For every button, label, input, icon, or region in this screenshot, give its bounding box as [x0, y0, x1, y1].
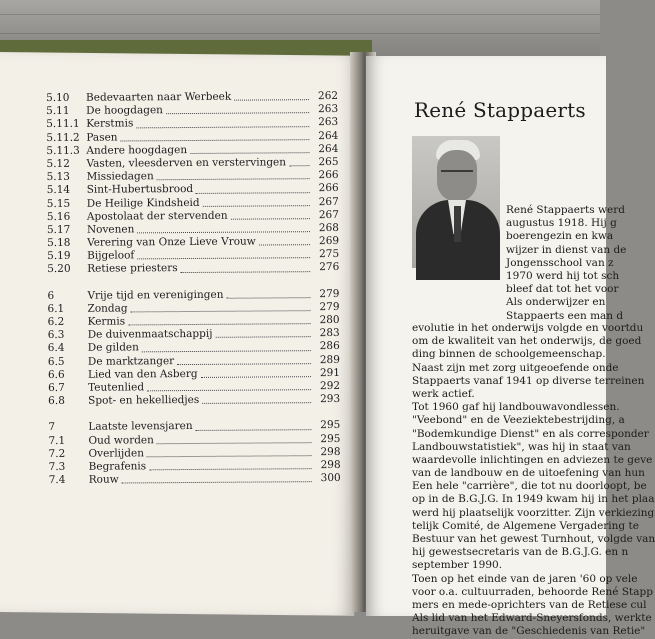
toc-entry-title: Vasten, vleesderven en verstervingen — [86, 156, 287, 170]
toc-dot-leader — [181, 270, 311, 273]
toc-entry-page: 269 — [318, 235, 340, 248]
toc-dot-leader — [136, 125, 309, 128]
bio-text-line: telijk Comité, de Algemene Vergadering te — [412, 519, 639, 532]
toc-entry-page: 266 — [318, 182, 339, 195]
toc-entry-number: 6.1 — [47, 302, 65, 315]
toc-entry-page: 264 — [318, 129, 339, 142]
toc-entry-title: Bedevaarten naar Werbeek — [85, 90, 232, 104]
toc-entry-page: 276 — [319, 261, 340, 274]
right-page — [366, 56, 655, 638]
toc-entry-page: 266 — [318, 169, 339, 182]
bio-text-line: "Bodemkundige Dienst" en als corresponder — [412, 427, 649, 440]
toc-entry-title: Laatste levensjaren — [88, 420, 193, 434]
toc-dot-leader — [149, 467, 311, 470]
toc-dot-leader — [177, 362, 311, 365]
toc-entry-page: 291 — [319, 366, 341, 379]
toc-entry-page: 267 — [318, 195, 339, 208]
toc-entry-title: De hoogdagen — [86, 104, 163, 117]
bio-text-line: op in de B.G.J.G. In 1949 kwam hij in het plaa — [412, 493, 655, 506]
bio-text-line: 1970 werd hij tot sch — [506, 269, 620, 282]
bio-text-line: werd hij plaatselijk voorzitter. Zijn verkiezing — [412, 506, 655, 519]
bio-text-line: mers en mede-oprichters van de Retiese cul — [412, 598, 647, 611]
toc-dot-leader — [201, 375, 311, 378]
toc-entry-page: 300 — [320, 472, 341, 485]
toc-entry-title: Andere hoogdagen — [86, 143, 188, 157]
bio-text-beside-photo — [506, 204, 626, 323]
toc-entry-title: Kerstmis — [86, 117, 134, 131]
toc-dot-leader — [289, 164, 309, 166]
toc-entry-number: 5.13 — [46, 170, 71, 184]
toc-entry-page: 263 — [318, 116, 339, 129]
toc-entry-title: Vrije tijd en verenigingen — [87, 288, 224, 302]
toc-entry-page: 279 — [319, 287, 340, 300]
toc-entry-number: 5.15 — [46, 197, 71, 210]
toc-dot-leader — [137, 257, 310, 260]
toc-entry-title: Missiedagen — [86, 170, 154, 183]
toc-entry-number: 5.11.1 — [46, 118, 80, 131]
toc-entry-number: 7.2 — [48, 447, 66, 460]
toc-entry-number: 6.3 — [47, 329, 65, 342]
toc-entry-number: 5.11.3 — [46, 144, 80, 157]
toc-dot-leader — [190, 151, 309, 154]
toc-entry-number: 5.14 — [46, 184, 71, 197]
toc-entry-title: Retiese priesters — [87, 262, 178, 276]
bio-text-line: Als onderwijzer en — [506, 296, 606, 309]
bio-text-line: Bestuur van het gewest Turnhout, volgde van — [412, 533, 655, 545]
toc-entry-title: Novenen — [86, 223, 135, 236]
toc-entry-number: 7.3 — [48, 460, 66, 473]
toc-entry-page: 264 — [318, 142, 339, 155]
toc-entry-number: 5.12 — [46, 157, 70, 170]
toc-dot-leader — [226, 296, 310, 299]
toc-dot-leader — [137, 230, 310, 233]
toc-entry-number: 6.2 — [47, 315, 65, 328]
toc-entry-title: Bijgeloof — [87, 249, 135, 262]
bio-text-line: werk actief. — [412, 387, 475, 400]
toc-entry-title: Teutenlied — [88, 381, 145, 394]
bio-text-line: Stappaerts een man d — [506, 309, 624, 322]
bio-text-line: september 1990. — [412, 559, 503, 572]
toc-dot-leader — [215, 336, 310, 339]
toc-entry-title: Pasen — [86, 131, 118, 144]
toc-entry-title: Verering van Onze Lieve Vrouw — [87, 235, 256, 249]
toc-entry-page: 265 — [318, 155, 339, 169]
toc-entry-title: Zondag — [87, 302, 128, 315]
bio-text-line: Jongensschool van z — [506, 256, 614, 269]
toc-entry-title: Sint-Hubertusbrood — [86, 183, 194, 197]
toc-dot-leader — [166, 112, 309, 115]
toc-entry-title: Overlijden — [88, 447, 145, 460]
toc-entry-page: 295 — [320, 419, 341, 432]
toc-entry-number: 6 — [47, 289, 55, 302]
toc-entry-page: 298 — [320, 458, 341, 471]
toc-entry-page: 298 — [320, 445, 341, 458]
toc-entry-number: 5.10 — [46, 91, 70, 104]
table-plank-seam — [0, 14, 600, 15]
toc-entry-title: De marktzanger — [87, 354, 175, 368]
toc-dot-leader — [259, 243, 310, 245]
toc-dot-leader — [234, 98, 309, 101]
toc-dot-leader — [128, 322, 311, 325]
bio-text-line: Toen op het einde van de jaren '60 op vele — [412, 572, 638, 585]
table-plank-seam — [0, 33, 600, 34]
toc-entry-title: Lied van den Asberg — [87, 367, 198, 381]
toc-dot-leader — [147, 454, 312, 457]
toc-entry-number: 5.20 — [47, 263, 71, 276]
toc-dot-leader — [203, 204, 310, 207]
bio-text-line: van de landbouw en de uitoefening van hun — [412, 467, 645, 480]
bio-text-line: boerengezin en kwa — [506, 230, 614, 243]
toc-entry-number: 6.4 — [47, 342, 65, 355]
toc-entry-number: 6.8 — [48, 395, 65, 408]
toc-entry-page: 292 — [319, 379, 341, 393]
toc-entry-title: Apostolaat der stervenden — [86, 209, 228, 223]
toc-entry-page: 268 — [318, 221, 339, 234]
toc-entry-title: De Heilige Kindsheid — [86, 196, 200, 210]
bio-text-line: augustus 1918. Hij g — [506, 217, 617, 230]
bio-text-line: Een hele "carrière", die tot nu doorloopt, be — [412, 480, 647, 493]
toc-entry-page: 289 — [319, 353, 340, 366]
toc-dot-leader — [122, 480, 312, 483]
toc-entry-number: 5.16 — [46, 210, 71, 223]
bio-text-line: René Stappaerts werd — [506, 204, 625, 216]
toc-entry-number: 5.17 — [46, 223, 71, 236]
toc-entry-page: 283 — [319, 327, 340, 340]
toc-entry-title: De gilden — [87, 341, 139, 355]
toc-entry-title: Begrafenis — [88, 460, 147, 473]
bio-text-line: Tot 1960 gaf hij landbouwavondlessen. — [412, 401, 620, 414]
toc-entry-number: 6.6 — [47, 368, 65, 381]
toc-entry-number: 7 — [48, 421, 56, 434]
toc-dot-leader — [196, 191, 310, 194]
toc-dot-leader — [196, 428, 312, 431]
toc-dot-leader — [131, 309, 311, 312]
portrait-photo — [412, 136, 500, 268]
toc-entry-number: 5.19 — [47, 250, 71, 263]
toc-entry-number: 6.7 — [48, 381, 65, 394]
toc-dot-leader — [157, 441, 312, 444]
bio-text-line: bleef dat tot het voor — [506, 283, 619, 296]
toc-entry-number: 5.18 — [47, 236, 71, 250]
bio-text-line: Naast zijn met zorg uitgeoefende onde — [412, 361, 619, 374]
bio-text-line: heruitgave van de "Geschiedenis van Retie" — [412, 625, 646, 638]
toc-entry-page: 267 — [318, 208, 339, 221]
bio-text-line: Landbouwstatistiek", was hij in staat van — [412, 440, 631, 453]
toc-dot-leader — [142, 349, 311, 352]
bio-text-line: evolutie in het onderwijs volgde en voortdu — [412, 322, 644, 334]
toc-entry-number: 6.5 — [47, 355, 65, 368]
toc-entry-page: 293 — [320, 393, 341, 406]
bio-text-line: ding binnen de schoolgemeenschap. — [412, 348, 606, 361]
toc-entry-page: 275 — [319, 248, 340, 261]
toc-entry-number: 7.4 — [48, 473, 66, 487]
toc-entry-title: Rouw — [88, 473, 119, 486]
toc-dot-leader — [202, 401, 311, 404]
bio-text-line: wijzer in dienst van de — [506, 243, 627, 256]
portrait-glasses — [441, 170, 473, 180]
toc-dot-leader — [147, 388, 311, 391]
toc-entry-page: 279 — [319, 300, 340, 313]
toc-entry-title: Oud worden — [88, 433, 154, 447]
toc-entry-page: 295 — [320, 432, 341, 445]
bio-text-line: Stappaerts vanaf 1941 op diverse terreinen — [412, 374, 645, 387]
bio-text-line: "Veebond" en de Veeziektebestrijding, a — [412, 414, 625, 427]
bio-text-body — [412, 322, 655, 639]
bio-text-line: om de kwaliteit van het onderwijs, de goed — [412, 335, 642, 348]
bio-title: René Stappaerts — [414, 98, 586, 122]
bio-text-line: hij gewestsecretaris van de B.G.J.G. en n — [412, 546, 629, 559]
toc-entry-number: 5.11 — [46, 105, 70, 118]
table-of-contents — [46, 90, 341, 487]
toc-dot-leader — [231, 217, 310, 220]
toc-entry-page: 280 — [319, 313, 340, 327]
toc-entry-number: 7.1 — [48, 434, 66, 447]
toc-entry-title: Spot- en hekelliedjes — [88, 394, 200, 407]
toc-entry-title: De duivenmaatschappij — [87, 328, 213, 341]
toc-entry-number: 5.11.2 — [46, 131, 80, 144]
bio-text-line: voor o.a. cultuurraden, behoorde René Stapp — [412, 585, 653, 598]
bio-text-line: waardevolle inlichtingen en adviezen te geve — [412, 453, 653, 466]
toc-entry — [49, 472, 341, 487]
toc-entry-page: 262 — [317, 89, 339, 103]
toc-dot-leader — [121, 138, 310, 141]
toc-entry-title: Kermis — [87, 315, 126, 328]
toc-dot-leader — [157, 177, 310, 180]
bio-text-line: Als lid van het Edward-Sneyersfonds, werkte — [412, 612, 652, 625]
toc-entry-page: 263 — [318, 103, 339, 116]
portrait-tie — [454, 206, 461, 242]
toc-entry-page: 286 — [319, 340, 340, 353]
